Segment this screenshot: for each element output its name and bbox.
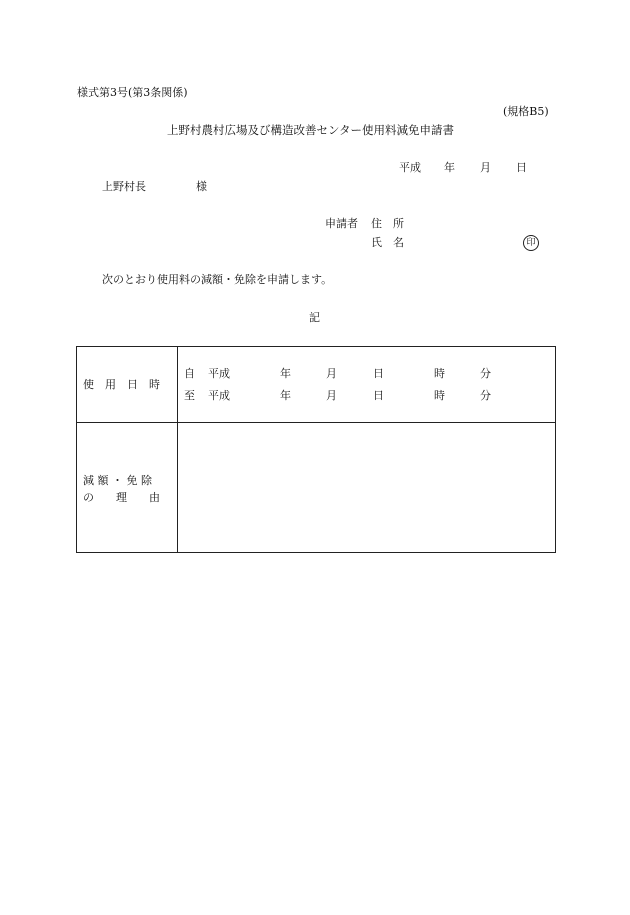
request-text: 次のとおり使用料の減額・免除を申請します。 bbox=[102, 273, 333, 286]
to-month-label: 月 bbox=[326, 389, 337, 402]
reduction-reason-label-line2: の 理 由 bbox=[83, 491, 160, 504]
date-era: 平成 bbox=[399, 161, 421, 174]
date-day-label: 日 bbox=[516, 161, 527, 174]
from-month-label: 月 bbox=[326, 367, 337, 380]
reduction-reason-label-line1: 減 額 ・ 免 除 bbox=[83, 474, 152, 487]
to-year-label: 年 bbox=[280, 389, 291, 402]
application-table bbox=[76, 346, 556, 553]
from-prefix: 自 bbox=[184, 367, 195, 380]
address-label: 住 所 bbox=[371, 217, 404, 230]
to-minute-label: 分 bbox=[480, 389, 491, 402]
usage-datetime-label: 使 用 日 時 bbox=[83, 378, 160, 391]
to-prefix: 至 bbox=[184, 389, 195, 402]
ki-heading: 記 bbox=[309, 311, 320, 324]
applicant-label: 申請者 bbox=[325, 217, 358, 230]
table-horizontal-divider bbox=[77, 422, 555, 423]
paper-size-note: (規格B5) bbox=[503, 105, 549, 118]
from-hour-label: 時 bbox=[434, 367, 445, 380]
from-minute-label: 分 bbox=[480, 367, 491, 380]
addressee-name: 上野村長 bbox=[102, 180, 146, 193]
to-era: 平成 bbox=[208, 389, 230, 402]
addressee-honorific: 様 bbox=[196, 180, 207, 193]
from-year-label: 年 bbox=[280, 367, 291, 380]
table-vertical-divider bbox=[177, 347, 178, 552]
from-era: 平成 bbox=[208, 367, 230, 380]
to-hour-label: 時 bbox=[434, 389, 445, 402]
from-day-label: 日 bbox=[373, 367, 384, 380]
document-title: 上野村農村広場及び構造改善センター使用料減免申請書 bbox=[167, 123, 455, 137]
to-day-label: 日 bbox=[373, 389, 384, 402]
date-year-label: 年 bbox=[444, 161, 455, 174]
name-label: 氏 名 bbox=[371, 236, 404, 249]
seal-mark: 印 bbox=[523, 235, 539, 251]
date-month-label: 月 bbox=[480, 161, 491, 174]
form-number: 様式第3号(第3条関係) bbox=[77, 86, 188, 99]
